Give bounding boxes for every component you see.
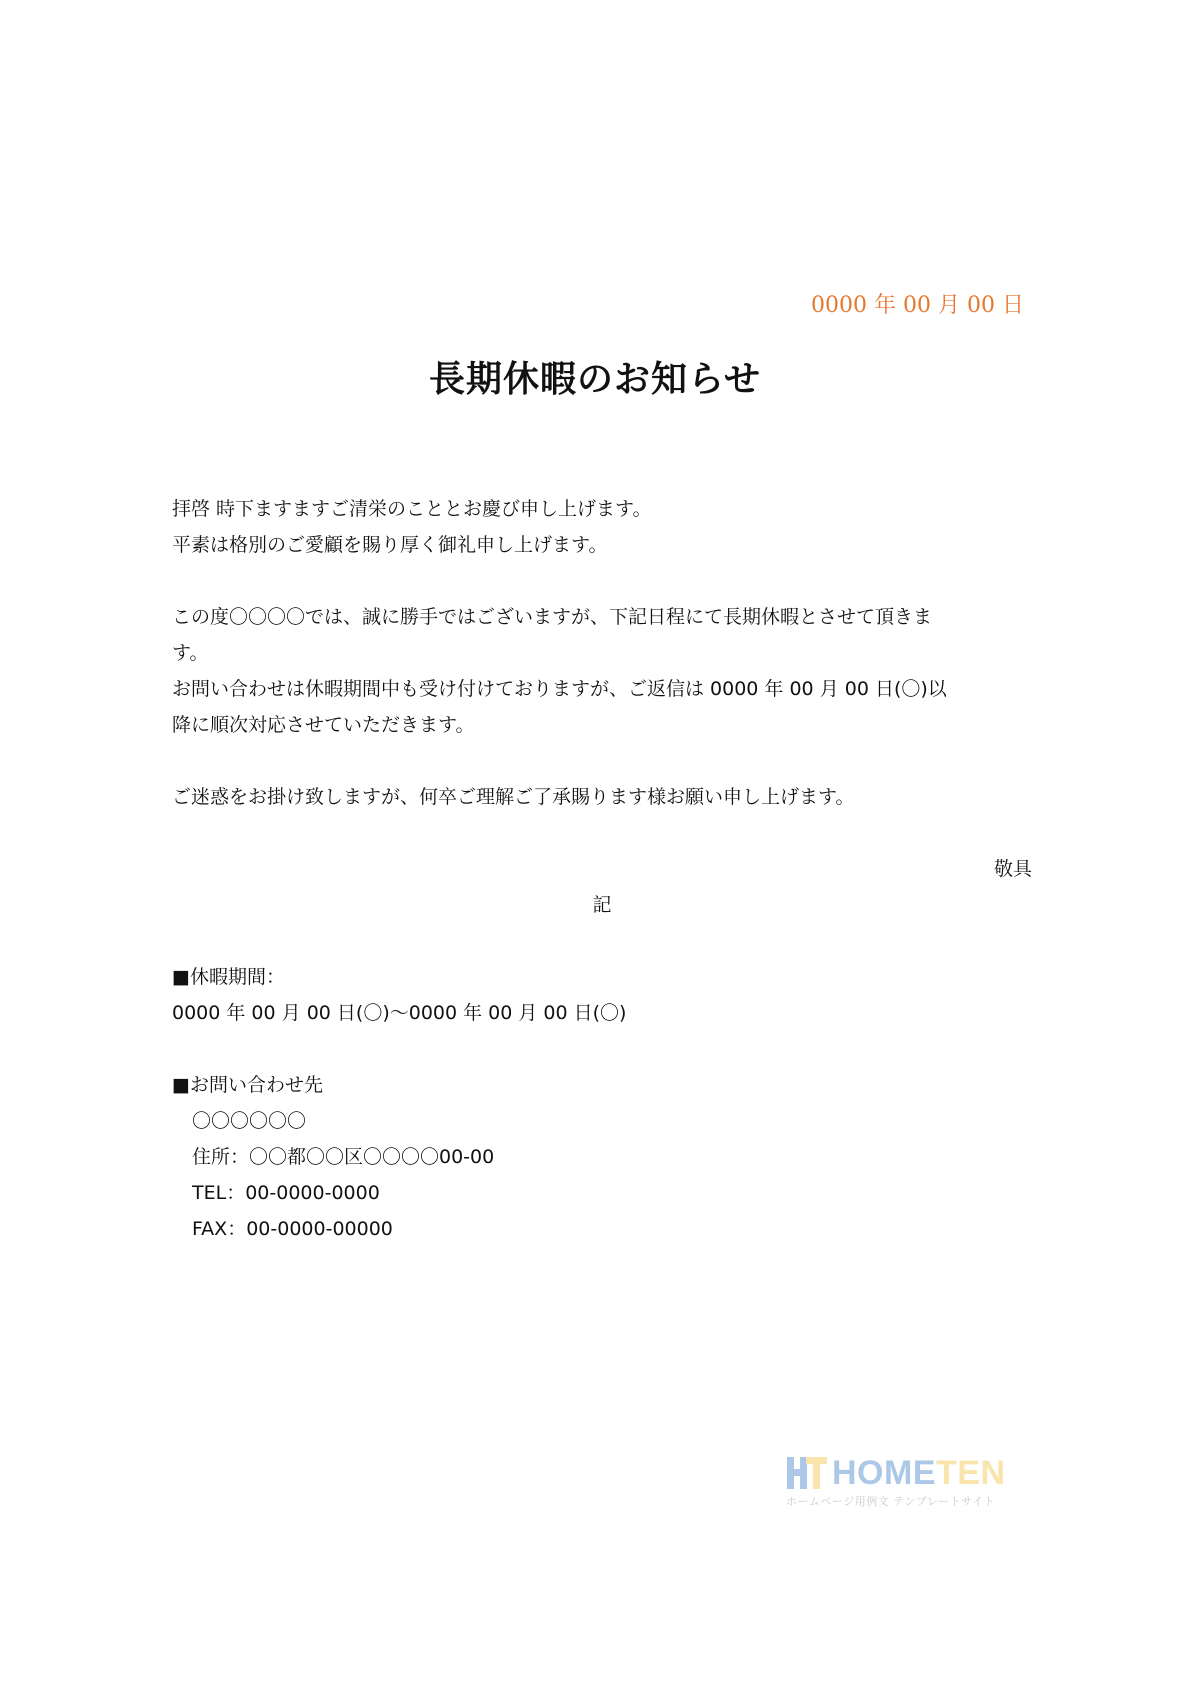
document-date: 0000 年 00 月 00 日 — [811, 293, 1024, 318]
period-value: 0000 年 00 月 00 日(〇)～0000 年 00 月 00 日(〇) — [172, 1002, 627, 1024]
hometen-logo-subtitle: ホームページ用例文 テンプレートサイト — [786, 1495, 996, 1508]
spacer — [172, 1031, 1032, 1067]
contact-heading: ■お問い合わせ先 — [172, 1074, 323, 1096]
spacer — [172, 923, 1032, 959]
body-line: す。 — [172, 642, 209, 664]
contact-name: 〇〇〇〇〇〇 — [192, 1110, 307, 1132]
greeting-line: 平素は格別のご愛顧を賜り厚く御礼申し上げます。 — [172, 534, 608, 556]
spacer — [172, 743, 1032, 779]
body-line: ご迷惑をお掛け致しますが、何卒ご理解ご了承賜ります様お願い申し上げます。 — [172, 786, 855, 808]
document-title: 長期休暇のお知らせ — [429, 358, 761, 400]
contact-fax: FAX：00-0000-00000 — [192, 1218, 393, 1240]
period-heading: ■休暇期間： — [172, 966, 285, 988]
ki-marker: 記 — [592, 894, 612, 916]
closing-phrase: 敬具 — [993, 858, 1032, 880]
contact-address: 住所：〇〇都〇〇区〇〇〇〇00-00 — [192, 1146, 495, 1168]
hometen-logo-wordmark: HOMETEN — [832, 1454, 1006, 1492]
greeting-line: 拝啓 時下ますますご清栄のこととお慶び申し上げます。 — [172, 498, 652, 520]
hometen-logo — [786, 1453, 1016, 1511]
hometen-logo-mark-icon — [786, 1455, 828, 1491]
spacer — [172, 563, 1032, 599]
document-body — [172, 491, 1032, 1247]
body-line: この度〇〇〇〇では、誠に勝手ではございますが、下記日程にて長期休暇とさせて頂きま — [172, 606, 933, 628]
body-line: お問い合わせは休暇期間中も受け付けておりますが、ご返信は 0000 年 00 月 00 日(〇)以 — [172, 678, 947, 700]
spacer — [172, 815, 1032, 851]
body-line: 降に順次対応させていただきます。 — [172, 714, 475, 736]
contact-tel: TEL：00-0000-0000 — [192, 1182, 380, 1204]
